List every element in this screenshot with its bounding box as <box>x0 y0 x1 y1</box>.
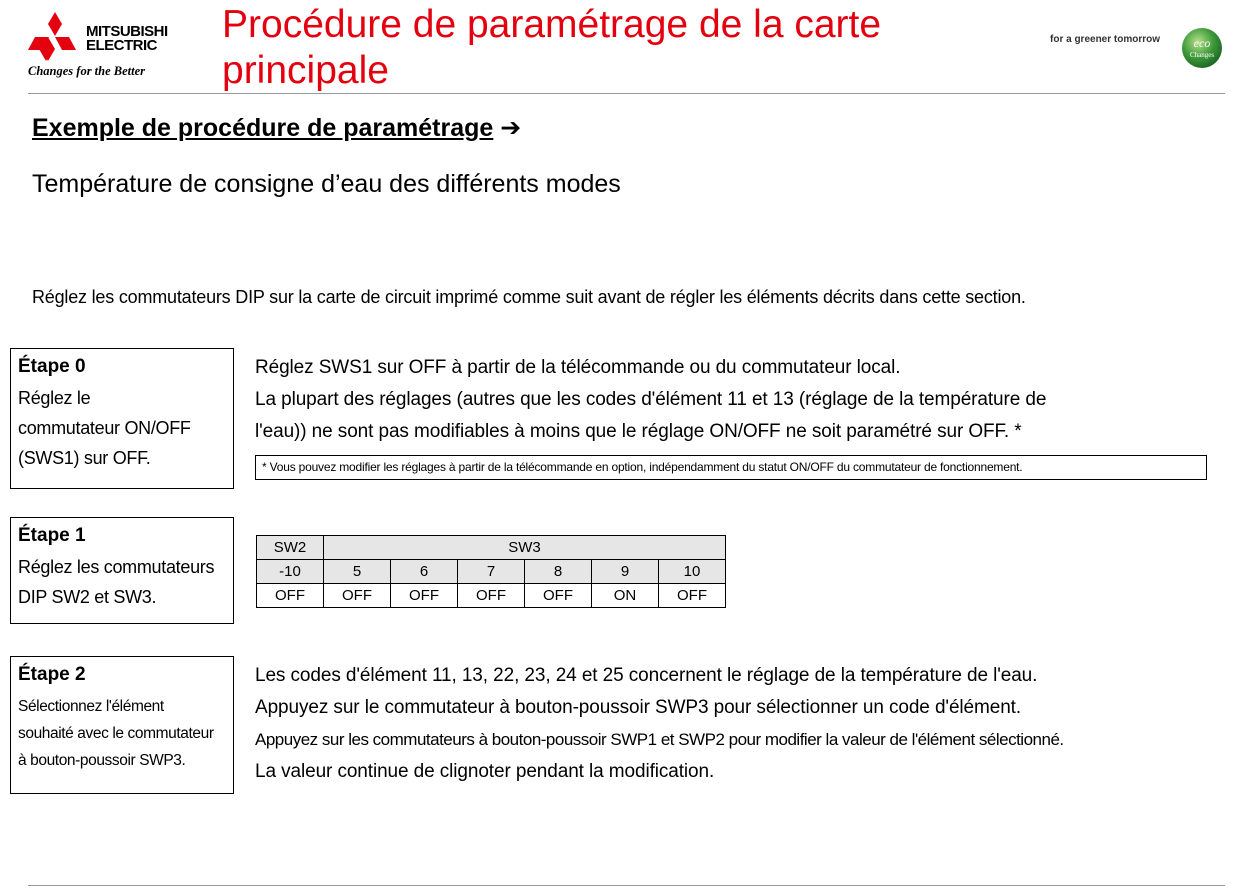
sw3-header: SW3 <box>324 536 726 560</box>
switch-number-cell: 10 <box>659 560 726 584</box>
brand-line-1: MITSUBISHI <box>86 23 168 40</box>
step0-box <box>10 348 234 489</box>
switch-state-cell: OFF <box>391 584 458 608</box>
switch-number-cell: 7 <box>458 560 525 584</box>
header-divider <box>28 93 1225 94</box>
sw2-header: SW2 <box>257 536 324 560</box>
switch-state-row <box>257 584 726 608</box>
three-diamonds-icon <box>28 12 82 62</box>
step0-para-line: l'eau)) ne sont pas modifiables à moins que le réglage ON/OFF ne soit paramétré sur OFF. * <box>255 421 1022 442</box>
switch-number-cell: 5 <box>324 560 391 584</box>
step0-line: Réglez le <box>18 388 91 408</box>
step2-line: à bouton-poussoir SWP3. <box>18 752 186 769</box>
section-subheading: Température de consigne d’eau des différents modes <box>32 170 621 198</box>
switch-number-cell: 8 <box>525 560 592 584</box>
step2-title: Étape 2 <box>18 664 86 685</box>
step2-line: Sélectionnez l'élément <box>18 698 164 715</box>
section-heading-text: Exemple de procédure de paramétrage <box>32 114 494 142</box>
brand-line-2: ELECTRIC <box>86 37 157 54</box>
step0-para-line: Réglez SWS1 sur OFF à partir de la télécommande ou du commutateur local. <box>255 357 901 378</box>
step2-paragraph <box>255 660 1064 788</box>
step0-line: commutateur ON/OFF <box>18 418 191 438</box>
arrow-right-icon: ➔ <box>500 114 522 142</box>
brand-tagline: Changes for the Better <box>28 64 146 78</box>
greener-slogan: for a greener tomorrow <box>1050 34 1161 45</box>
step2-box <box>10 656 234 794</box>
eco-leaf-icon <box>1180 26 1224 70</box>
step1-title: Étape 1 <box>18 525 86 546</box>
step2-para-line: Les codes d'élément 11, 13, 22, 23, 24 et 25 concernent le réglage de la température de l'eau. <box>255 665 1038 686</box>
switch-state-cell: OFF <box>257 584 324 608</box>
switch-number-cell: 6 <box>391 560 458 584</box>
table-header-row <box>257 536 726 560</box>
step0-para-line: La plupart des réglages (autres que les codes d'élément 11 et 13 (réglage de la température de <box>255 389 1047 410</box>
switch-state-cell: OFF <box>458 584 525 608</box>
eco-text: eco <box>1193 36 1211 50</box>
switch-number-cell: -10 <box>257 560 324 584</box>
mitsubishi-logo <box>28 12 208 82</box>
changes-text: Changes <box>1189 51 1215 59</box>
step1-line: Réglez les commutateurs <box>18 557 215 577</box>
step0-line: (SWS1) sur OFF. <box>18 448 151 468</box>
step0-paragraph <box>255 352 1046 448</box>
step2-para-line: La valeur continue de clignoter pendant la modification. <box>255 761 715 782</box>
intro-text: Réglez les commutateurs DIP sur la carte de circuit imprimé comme suit avant de régler les éléments décrits dans cette section. <box>32 287 1026 307</box>
switch-number-cell: 9 <box>592 560 659 584</box>
step2-para-line: Appuyez sur les commutateurs à bouton-poussoir SWP1 et SWP2 pour modifier la valeur de l'élément sélectionné. <box>255 730 1064 749</box>
section-heading <box>32 113 521 143</box>
switch-state-cell: OFF <box>659 584 726 608</box>
switch-state-cell: OFF <box>324 584 391 608</box>
dip-switch-table <box>256 535 726 608</box>
switch-number-row <box>257 560 726 584</box>
page-title-line-1: Procédure de paramétrage de la carte <box>222 3 882 46</box>
step1-box <box>10 517 234 624</box>
footer-divider <box>28 885 1225 886</box>
page-title <box>222 2 1022 94</box>
switch-state-cell: ON <box>592 584 659 608</box>
step2-line: souhaité avec le commutateur <box>18 725 214 742</box>
step0-note: * Vous pouvez modifier les réglages à partir de la télécommande en option, indépendamment du statut ON/OFF du commutateur de fonctionnement. <box>255 455 1207 480</box>
step1-line: DIP SW2 et SW3. <box>18 587 157 607</box>
page-title-line-2: principale <box>222 49 389 92</box>
step2-para-line: Appuyez sur le commutateur à bouton-poussoir SWP3 pour sélectionner un code d'élément. <box>255 697 1022 718</box>
eco-changes-logo <box>1180 26 1224 75</box>
switch-state-cell: OFF <box>525 584 592 608</box>
step0-title: Étape 0 <box>18 356 86 377</box>
